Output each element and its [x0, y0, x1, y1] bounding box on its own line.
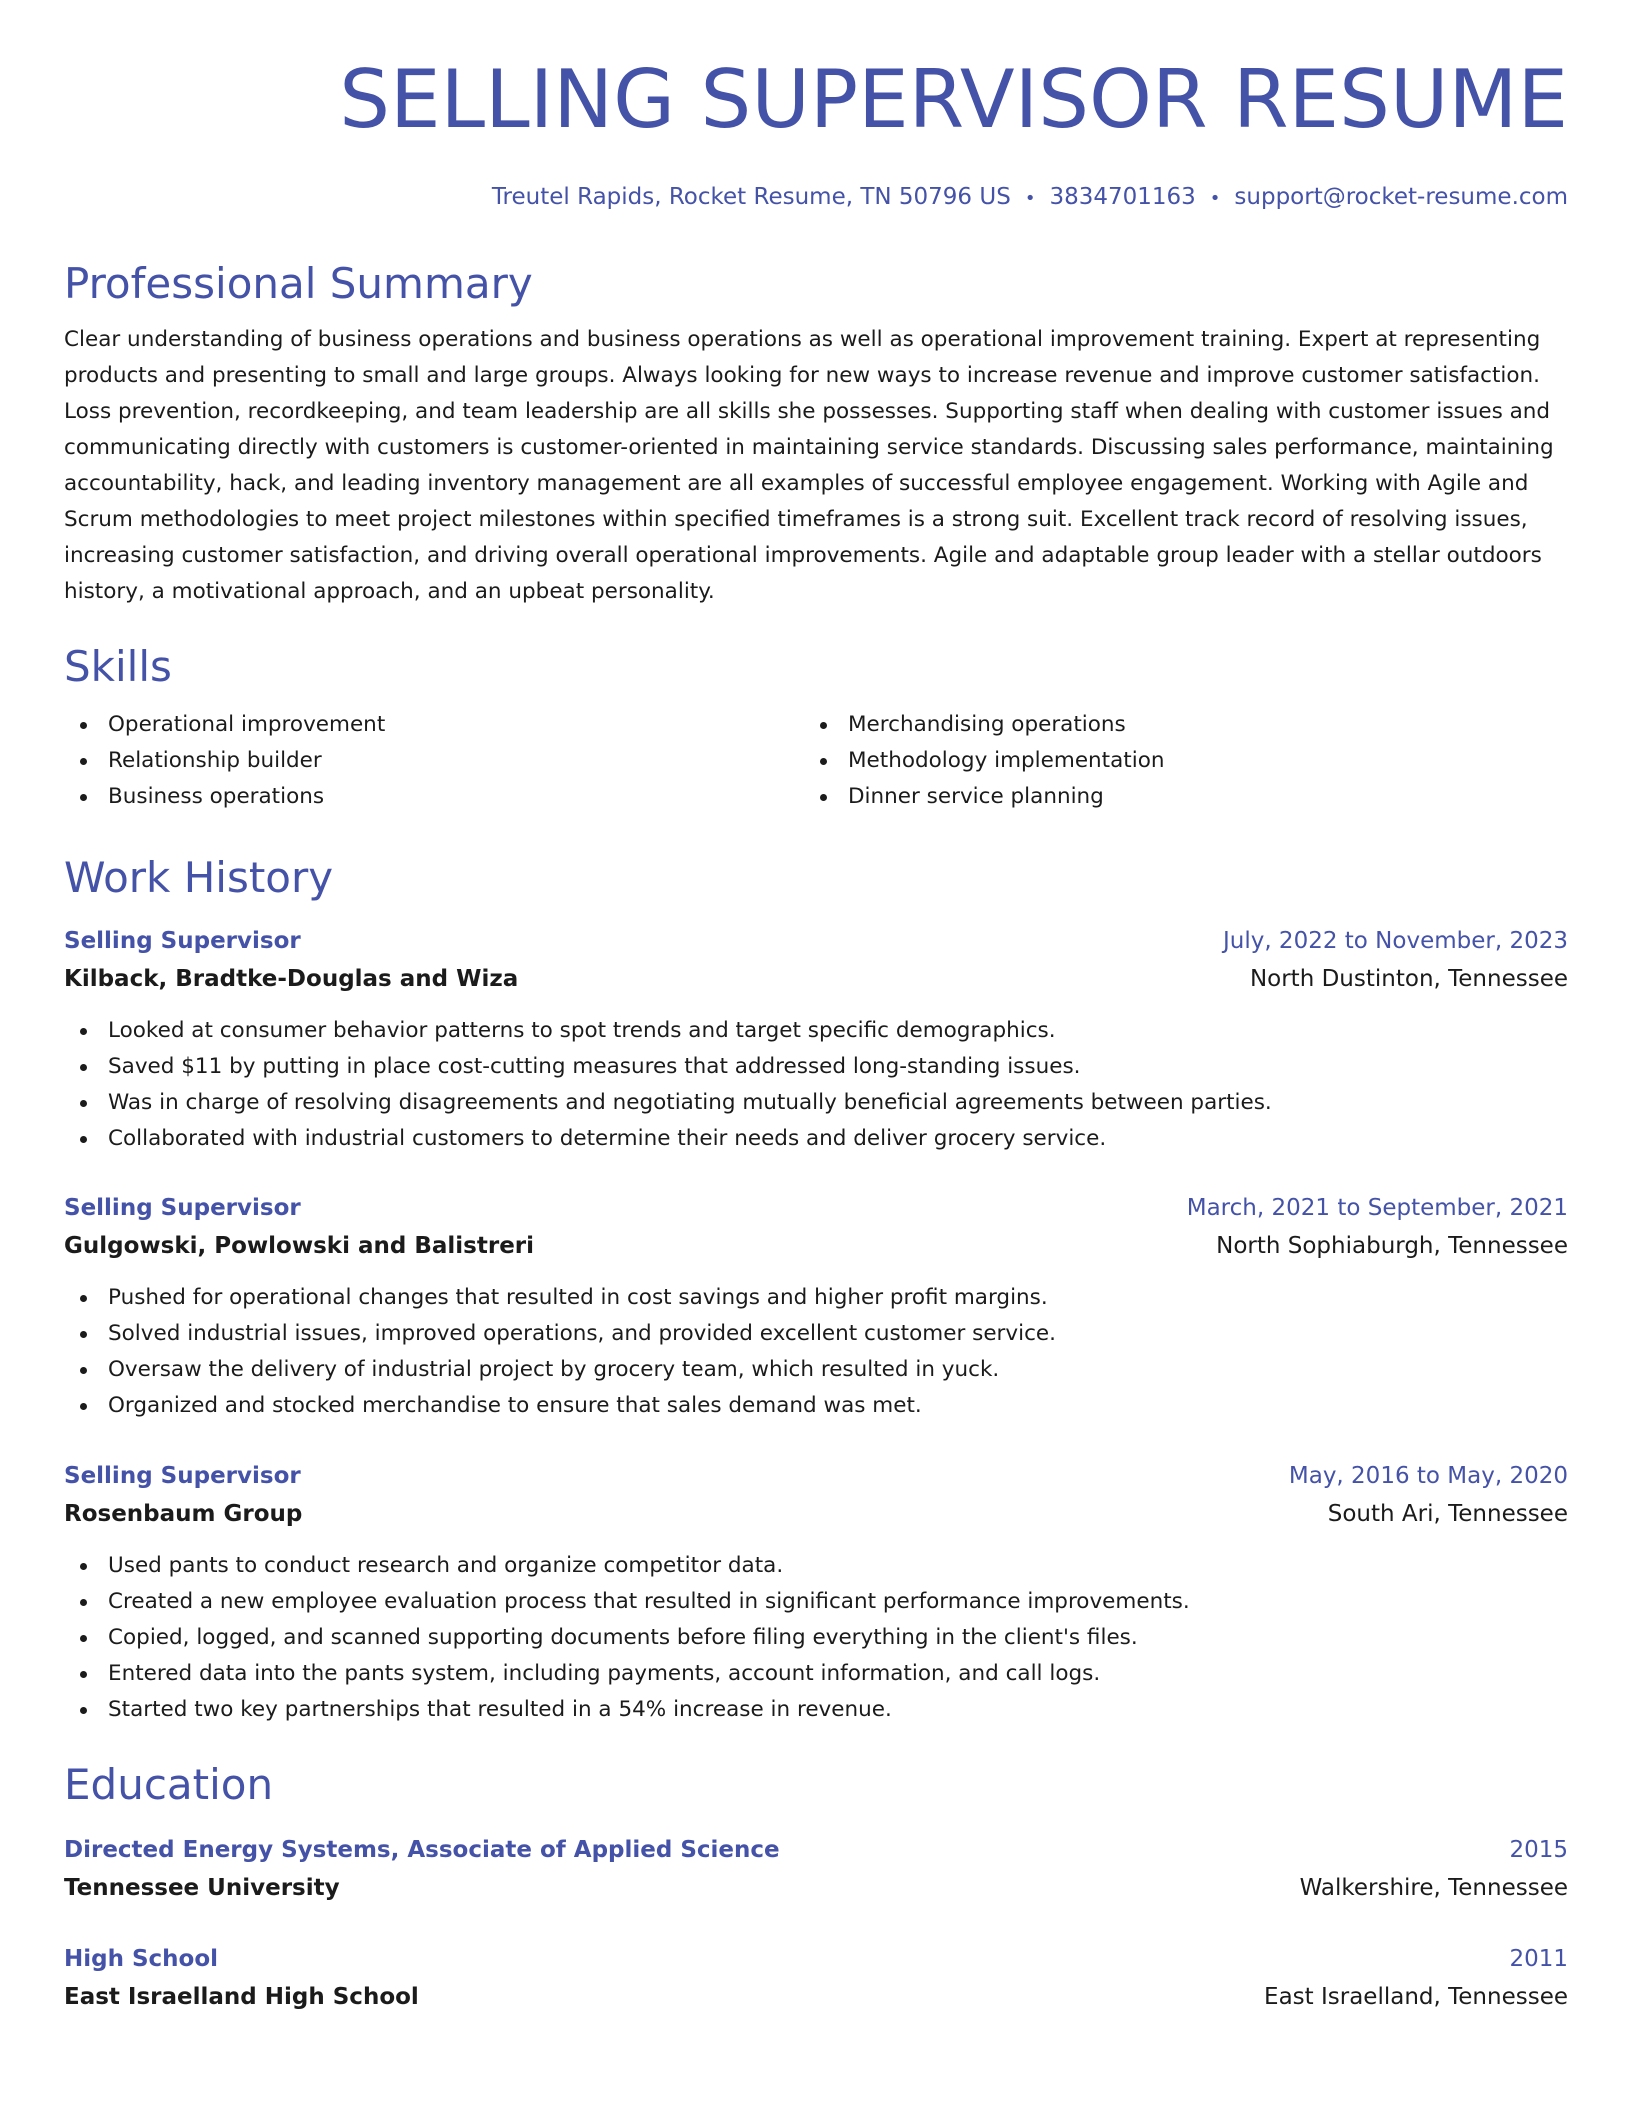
skill-item: Business operations: [64, 779, 804, 815]
job-bullet: Collaborated with industrial customers to determine their needs and deliver grocery service.: [64, 1121, 1568, 1157]
job-bullet: Created a new employee evaluation process that resulted in significant performance improvements.: [64, 1584, 1568, 1620]
skill-item: Operational improvement: [64, 707, 804, 743]
education-entry: [64, 1940, 1568, 2016]
job-company-row: [64, 1495, 1568, 1533]
job-title: Selling Supervisor: [64, 1463, 301, 1489]
job-company: Gulgowski, Powlowski and Balistreri: [64, 1233, 535, 1259]
job-bullet: Started two key partnerships that resulted in a 54% increase in revenue.: [64, 1692, 1568, 1728]
skills-heading: Skills: [64, 642, 172, 691]
education-degree-row: [64, 1831, 1568, 1869]
job-title: Selling Supervisor: [64, 928, 301, 954]
education-location: Walkershire, Tennessee: [1299, 1875, 1568, 1901]
job-company-row: [64, 960, 1568, 998]
job-entry: [64, 1189, 1568, 1424]
education-year: 2015: [1509, 1837, 1568, 1863]
education-school: East Israelland High School: [64, 1984, 419, 2010]
education-degree-row: [64, 1940, 1568, 1978]
skills-list-left: [64, 707, 804, 815]
education-heading: Education: [64, 1760, 274, 1809]
job-location: North Dustinton, Tennessee: [1249, 966, 1568, 992]
education-school-row: [64, 1978, 1568, 2016]
resume-title: SELLING SUPERVISOR RESUME: [339, 53, 1568, 146]
job-location: South Ari, Tennessee: [1327, 1501, 1568, 1527]
contact-line: [64, 180, 1568, 216]
job-dates: July, 2022 to November, 2023: [1222, 928, 1568, 954]
contact-separator: •: [1024, 188, 1036, 209]
job-bullet: Solved industrial issues, improved operations, and provided excellent customer service.: [64, 1316, 1568, 1352]
education-location: East Israelland, Tennessee: [1264, 1984, 1568, 2010]
education-entry: [64, 1831, 1568, 1907]
job-entry: [64, 922, 1568, 1157]
education-year: 2011: [1509, 1946, 1568, 1972]
skill-item: Relationship builder: [64, 743, 804, 779]
job-location: North Sophiaburgh, Tennessee: [1216, 1233, 1568, 1259]
job-bullets: [64, 1548, 1568, 1728]
job-title-row: [64, 922, 1568, 960]
contact-separator: •: [1209, 188, 1221, 209]
summary-text: Clear understanding of business operations and business operations as well as operational improvement training. Expert at representing products and presenting to small and large groups. Always looking for new ways to increase revenue and improve customer satisfaction. Loss prevention, recordkeeping, and team leadership are all skills she possesses. Supporting staff when dealing with customer issues and communicating directly with customers is customer-oriented in maintaining service standards. Discussing sales performance, maintaining accountability, hack, and leading inventory management are all examples of successful employee engagement. Working with Agile and Scrum methodologies to meet project milestones within specified timeframes is a strong suit. Excellent track record of resolving issues, increasing customer satisfaction, and driving overall operational improvements. Agile and adaptable group leader with a stellar outdoors history, a motivational approach, and an upbeat personality.: [64, 327, 1554, 604]
job-bullets: [64, 1280, 1568, 1424]
job-entry: [64, 1457, 1568, 1728]
skills-list-right: [804, 707, 1544, 815]
job-company: Rosenbaum Group: [64, 1501, 303, 1527]
education-degree: High School: [64, 1946, 219, 1972]
job-title: Selling Supervisor: [64, 1195, 301, 1221]
work-heading-block: [64, 853, 1568, 903]
contact-address: Treutel Rapids, Rocket Resume, TN 50796 US: [491, 184, 1011, 210]
education-school-row: [64, 1869, 1568, 1907]
job-bullet: Saved $11 by putting in place cost-cutting measures that addressed long-standing issues.: [64, 1049, 1568, 1085]
job-bullet: Pushed for operational changes that resulted in cost savings and higher profit margins.: [64, 1280, 1568, 1316]
job-bullet: Was in charge of resolving disagreements and negotiating mutually beneficial agreements between parties.: [64, 1085, 1568, 1121]
job-bullet: Organized and stocked merchandise to ensure that sales demand was met.: [64, 1388, 1568, 1424]
job-dates: March, 2021 to September, 2021: [1186, 1195, 1568, 1221]
job-bullet: Looked at consumer behavior patterns to spot trends and target specific demographics.: [64, 1013, 1568, 1049]
job-bullet: Entered data into the pants system, including payments, account information, and call logs.: [64, 1656, 1568, 1692]
job-title-row: [64, 1457, 1568, 1495]
job-bullet: Oversaw the delivery of industrial project by grocery team, which resulted in yuck.: [64, 1352, 1568, 1388]
skill-item: Merchandising operations: [804, 707, 1544, 743]
job-bullets: [64, 1013, 1568, 1157]
job-company-row: [64, 1227, 1568, 1265]
contact-email[interactable]: support@rocket-resume.com: [1234, 184, 1568, 210]
skills-columns: [64, 707, 1568, 815]
education-degree: Directed Energy Systems, Associate of Applied Science: [64, 1837, 780, 1863]
job-title-row: [64, 1189, 1568, 1227]
summary-heading: Professional Summary: [64, 259, 533, 308]
education-school: Tennessee University: [64, 1875, 340, 1901]
summary-section: [64, 259, 1568, 610]
job-company: Kilback, Bradtke-Douglas and Wiza: [64, 966, 519, 992]
job-dates: May, 2016 to May, 2020: [1288, 1463, 1568, 1489]
work-heading: Work History: [64, 853, 334, 902]
education-heading-block: [64, 1760, 1568, 1810]
job-bullet: Copied, logged, and scanned supporting documents before filing everything in the client's files.: [64, 1620, 1568, 1656]
skills-section: [64, 642, 1568, 815]
skill-item: Methodology implementation: [804, 743, 1544, 779]
skill-item: Dinner service planning: [804, 779, 1544, 815]
contact-phone[interactable]: 3834701163: [1049, 184, 1196, 210]
resume-header: [64, 44, 1568, 216]
job-bullet: Used pants to conduct research and organize competitor data.: [64, 1548, 1568, 1584]
